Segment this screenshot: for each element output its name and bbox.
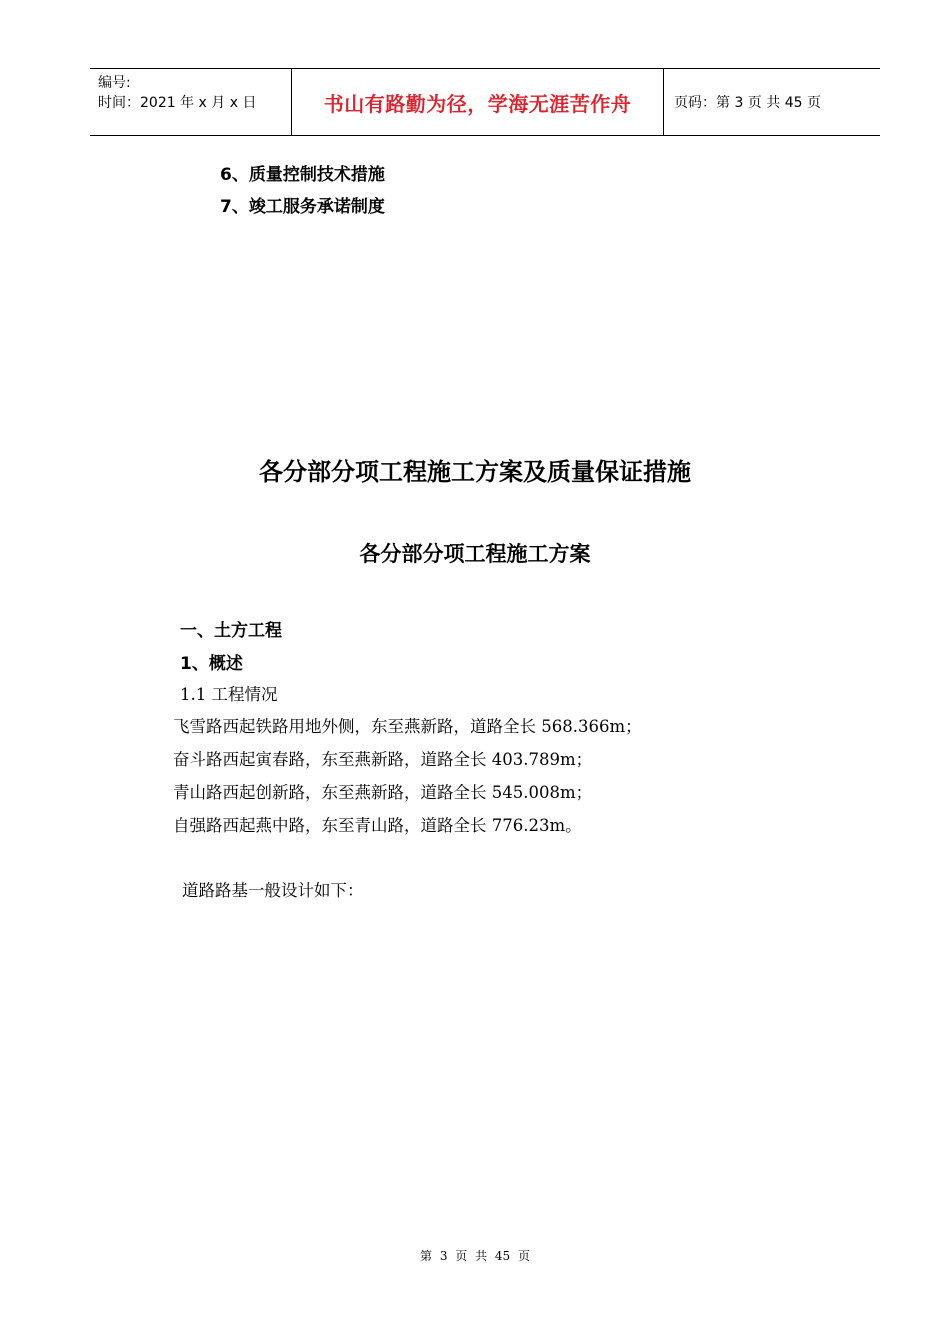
road-description: 青山路西起创新路，东至燕新路，道路全长 545.008m；	[173, 783, 593, 802]
page-footer: 第 3 页 共 45 页	[420, 1249, 530, 1263]
design-intro-text: 道路路基一般设计如下：	[182, 881, 364, 900]
subsection-heading-project-status: 1.1 工程情况	[180, 685, 278, 704]
header-meta	[90, 69, 291, 135]
page-header	[90, 68, 880, 136]
motto-text: 书山有路勤为径，学海无涯苦作舟	[323, 91, 632, 116]
number-label: 编号:	[98, 75, 131, 91]
header-page-cell	[664, 69, 880, 135]
toc-item-7: 7、竣工服务承诺制度	[220, 197, 385, 217]
document-title: 各分部分项工程施工方案及质量保证措施	[259, 458, 691, 486]
road-description: 奋斗路西起寅春路，东至燕新路，道路全长 403.789m；	[173, 750, 593, 769]
section-heading-overview: 1、概述	[180, 654, 243, 674]
section-heading-earthwork: 一、土方工程	[180, 621, 282, 641]
header-motto-cell	[291, 69, 664, 135]
road-description: 自强路西起燕中路，东至青山路，道路全长 776.23m。	[173, 816, 582, 835]
toc-item-6: 6、质量控制技术措施	[220, 165, 385, 185]
road-description: 飞雪路西起铁路用地外侧，东至燕新路，道路全长 568.366m；	[173, 717, 642, 736]
document-subtitle: 各分部分项工程施工方案	[359, 542, 591, 566]
time-label: 时间：2021 年 x 月 x 日	[98, 95, 257, 111]
page-label: 页码：第 3 页 共 45 页	[674, 95, 821, 111]
